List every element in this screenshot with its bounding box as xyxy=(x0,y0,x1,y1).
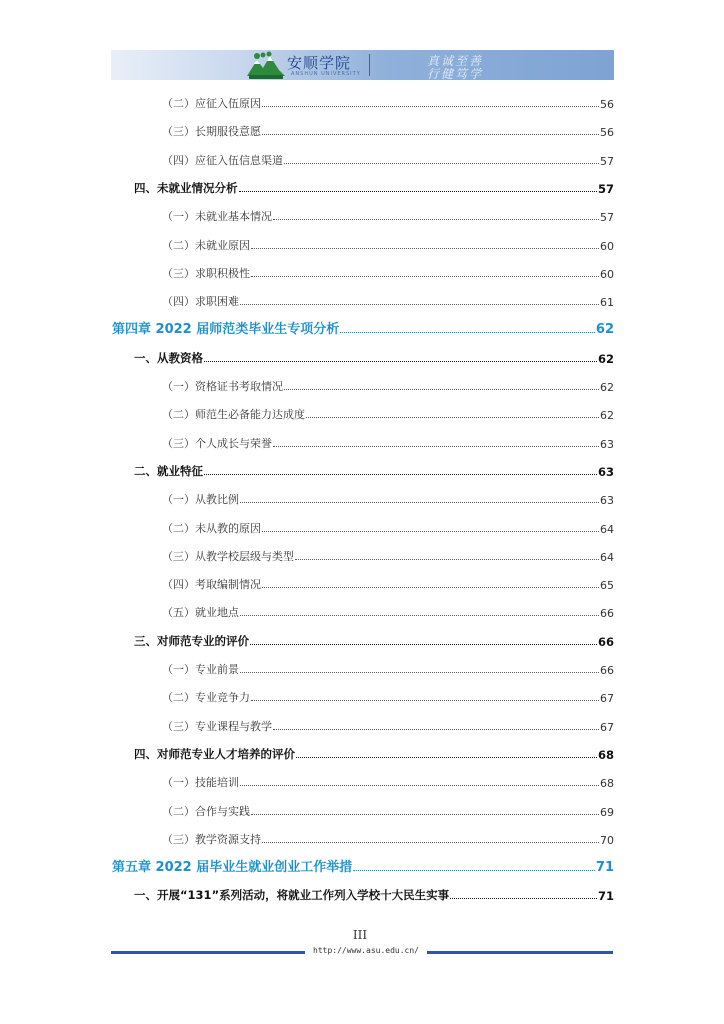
toc-entry[interactable] xyxy=(112,633,614,649)
toc-entry-label: （二）专业竞争力 xyxy=(162,691,250,704)
header-banner xyxy=(111,50,614,80)
toc-entry-label: （三）教学资源支持 xyxy=(162,833,261,846)
toc-entry-page: 63 xyxy=(600,438,614,451)
toc-dot-leader xyxy=(204,473,597,475)
toc-entry[interactable] xyxy=(112,152,614,168)
toc-entry[interactable] xyxy=(112,718,614,734)
toc-entry-page: 68 xyxy=(597,748,614,762)
toc-dot-leader xyxy=(240,671,599,673)
toc-entry-label: 一、开展“131”系列活动，将就业工作列入学校十大民生实事 xyxy=(134,888,450,902)
toc-entry-label: （二）未就业原因 xyxy=(162,239,250,252)
toc-entry-page: 70 xyxy=(600,834,614,847)
toc-dot-leader xyxy=(240,303,599,305)
toc-dot-leader xyxy=(204,360,597,362)
toc-dot-leader xyxy=(262,530,599,532)
toc-entry-page: 71 xyxy=(597,889,614,903)
toc-entry-label: （三）从教学校层级与类型 xyxy=(162,550,294,563)
toc-entry[interactable] xyxy=(112,859,614,875)
toc-entry[interactable] xyxy=(112,265,614,281)
toc-entry-label: （四）考取编制情况 xyxy=(162,578,261,591)
toc-entry-page: 63 xyxy=(600,494,614,507)
footer-rule-left xyxy=(111,951,305,954)
toc-dot-leader xyxy=(240,784,599,786)
toc-entry-label: （三）专业课程与教学 xyxy=(162,720,272,733)
toc-entry-label: （二）应征入伍原因 xyxy=(162,97,261,110)
toc-entry-label: （四）求职困难 xyxy=(162,295,239,308)
toc-entry[interactable] xyxy=(112,548,614,564)
toc-dot-leader xyxy=(250,643,597,645)
toc-entry-label: 四、未就业情况分析 xyxy=(134,181,238,195)
toc-dot-leader xyxy=(450,897,597,899)
toc-dot-leader xyxy=(273,218,599,220)
toc-entry-page: 66 xyxy=(600,664,614,677)
toc-dot-leader xyxy=(251,247,599,249)
toc-entry-label: （四）应征入伍信息渠道 xyxy=(162,154,283,167)
toc-entry[interactable] xyxy=(112,661,614,677)
banner-divider xyxy=(369,54,370,76)
toc-entry[interactable] xyxy=(112,237,614,253)
toc-dot-leader xyxy=(284,162,599,164)
toc-entry[interactable] xyxy=(112,746,614,762)
toc-entry-label: （五）就业地点 xyxy=(162,606,239,619)
toc-entry-page: 64 xyxy=(600,523,614,536)
toc-entry-page: 64 xyxy=(600,551,614,564)
toc-entry[interactable] xyxy=(112,350,614,366)
toc-dot-leader xyxy=(296,756,597,758)
page-number: III xyxy=(352,928,368,942)
toc-dot-leader xyxy=(262,841,599,843)
toc-dot-leader xyxy=(273,728,599,730)
toc-dot-leader xyxy=(295,558,599,560)
toc-entry-page: 67 xyxy=(600,692,614,705)
toc-entry[interactable] xyxy=(112,123,614,139)
toc-entry-page: 71 xyxy=(595,860,614,875)
toc-entry[interactable] xyxy=(112,435,614,451)
toc-entry[interactable] xyxy=(112,321,614,337)
toc-dot-leader xyxy=(353,869,595,871)
toc-entry-label: （二）未从教的原因 xyxy=(162,522,261,535)
toc-entry[interactable] xyxy=(112,520,614,536)
toc-entry-label: （三）个人成长与荣誉 xyxy=(162,437,272,450)
toc-entry[interactable] xyxy=(112,208,614,224)
toc-entry-label: 二、就业特征 xyxy=(134,464,203,478)
toc-dot-leader xyxy=(284,388,599,390)
toc-entry-label: 第五章 2022 届毕业生就业创业工作举措 xyxy=(112,860,353,875)
toc-entry-page: 57 xyxy=(600,155,614,168)
toc-entry-label: 一、从教资格 xyxy=(134,351,203,365)
toc-entry-page: 68 xyxy=(600,777,614,790)
toc-dot-leader xyxy=(240,614,599,616)
toc-entry-page: 62 xyxy=(600,381,614,394)
toc-entry-page: 69 xyxy=(600,806,614,819)
toc-entry-label: 第四章 2022 届师范类毕业生专项分析 xyxy=(112,322,340,337)
toc-entry-page: 57 xyxy=(600,211,614,224)
toc-entry-page: 56 xyxy=(600,98,614,111)
toc-entry[interactable] xyxy=(112,293,614,309)
toc-dot-leader xyxy=(306,416,599,418)
toc-entry-page: 62 xyxy=(595,322,614,337)
school-name: 安顺学院 xyxy=(287,54,352,72)
toc-entry[interactable] xyxy=(112,887,614,903)
school-name-en: ANSHUN UNIVERSITY xyxy=(291,71,361,77)
toc-dot-leader xyxy=(262,586,599,588)
toc-entry[interactable] xyxy=(112,463,614,479)
toc-entry-page: 62 xyxy=(600,409,614,422)
toc-entry[interactable] xyxy=(112,831,614,847)
toc-entry[interactable] xyxy=(112,604,614,620)
toc-entry-page: 66 xyxy=(597,635,614,649)
toc-entry-page: 63 xyxy=(597,465,614,479)
toc-entry-label: 三、对师范专业的评价 xyxy=(134,634,249,648)
toc-dot-leader xyxy=(240,501,599,503)
toc-entry[interactable] xyxy=(112,803,614,819)
toc-dot-leader xyxy=(251,813,599,815)
toc-entry-label: 四、对师范专业人才培养的评价 xyxy=(134,747,295,761)
toc-dot-leader xyxy=(251,275,599,277)
slogan-line-1: 真诚至善 xyxy=(427,54,484,68)
toc-entry-page: 67 xyxy=(600,721,614,734)
toc-entry[interactable] xyxy=(112,491,614,507)
toc-entry-page: 56 xyxy=(600,126,614,139)
toc-dot-leader xyxy=(239,190,597,192)
toc-entry-label: （一）未就业基本情况 xyxy=(162,210,272,223)
toc-entry[interactable] xyxy=(112,406,614,422)
toc-entry-page: 60 xyxy=(600,240,614,253)
toc-entry[interactable] xyxy=(112,576,614,592)
toc-entry-label: （一）专业前景 xyxy=(162,663,239,676)
toc-entry-page: 60 xyxy=(600,268,614,281)
toc-entry-label: （一）资格证书考取情况 xyxy=(162,380,283,393)
slogan-line-2: 行健笃学 xyxy=(427,67,484,80)
toc-entry-label: （二）合作与实践 xyxy=(162,805,250,818)
toc-dot-leader xyxy=(262,105,599,107)
toc-entry[interactable] xyxy=(112,180,614,196)
toc-entry-label: （一）技能培训 xyxy=(162,776,239,789)
toc-entry-label: （一）从教比例 xyxy=(162,493,239,506)
toc-entry-page: 62 xyxy=(597,352,614,366)
toc-entry[interactable] xyxy=(112,774,614,790)
footer-rule-right xyxy=(427,951,613,954)
toc-entry[interactable] xyxy=(112,95,614,111)
toc-dot-leader xyxy=(262,133,599,135)
toc-dot-leader xyxy=(273,445,599,447)
toc-dot-leader xyxy=(340,331,595,333)
toc-entry-page: 57 xyxy=(597,182,614,196)
toc-dot-leader xyxy=(251,699,599,701)
footer-url: http://www.asu.edu.cn/ xyxy=(313,946,419,955)
toc-entry-label: （三）求职积极性 xyxy=(162,267,250,280)
toc-entry[interactable] xyxy=(112,378,614,394)
toc-entry-page: 66 xyxy=(600,607,614,620)
toc-entry-page: 65 xyxy=(600,579,614,592)
school-logo xyxy=(243,50,289,80)
toc-entry-page: 61 xyxy=(600,296,614,309)
toc-entry-label: （二）师范生必备能力达成度 xyxy=(162,408,305,421)
toc-entry[interactable] xyxy=(112,689,614,705)
toc-entry-label: （三）长期服役意愿 xyxy=(162,125,261,138)
